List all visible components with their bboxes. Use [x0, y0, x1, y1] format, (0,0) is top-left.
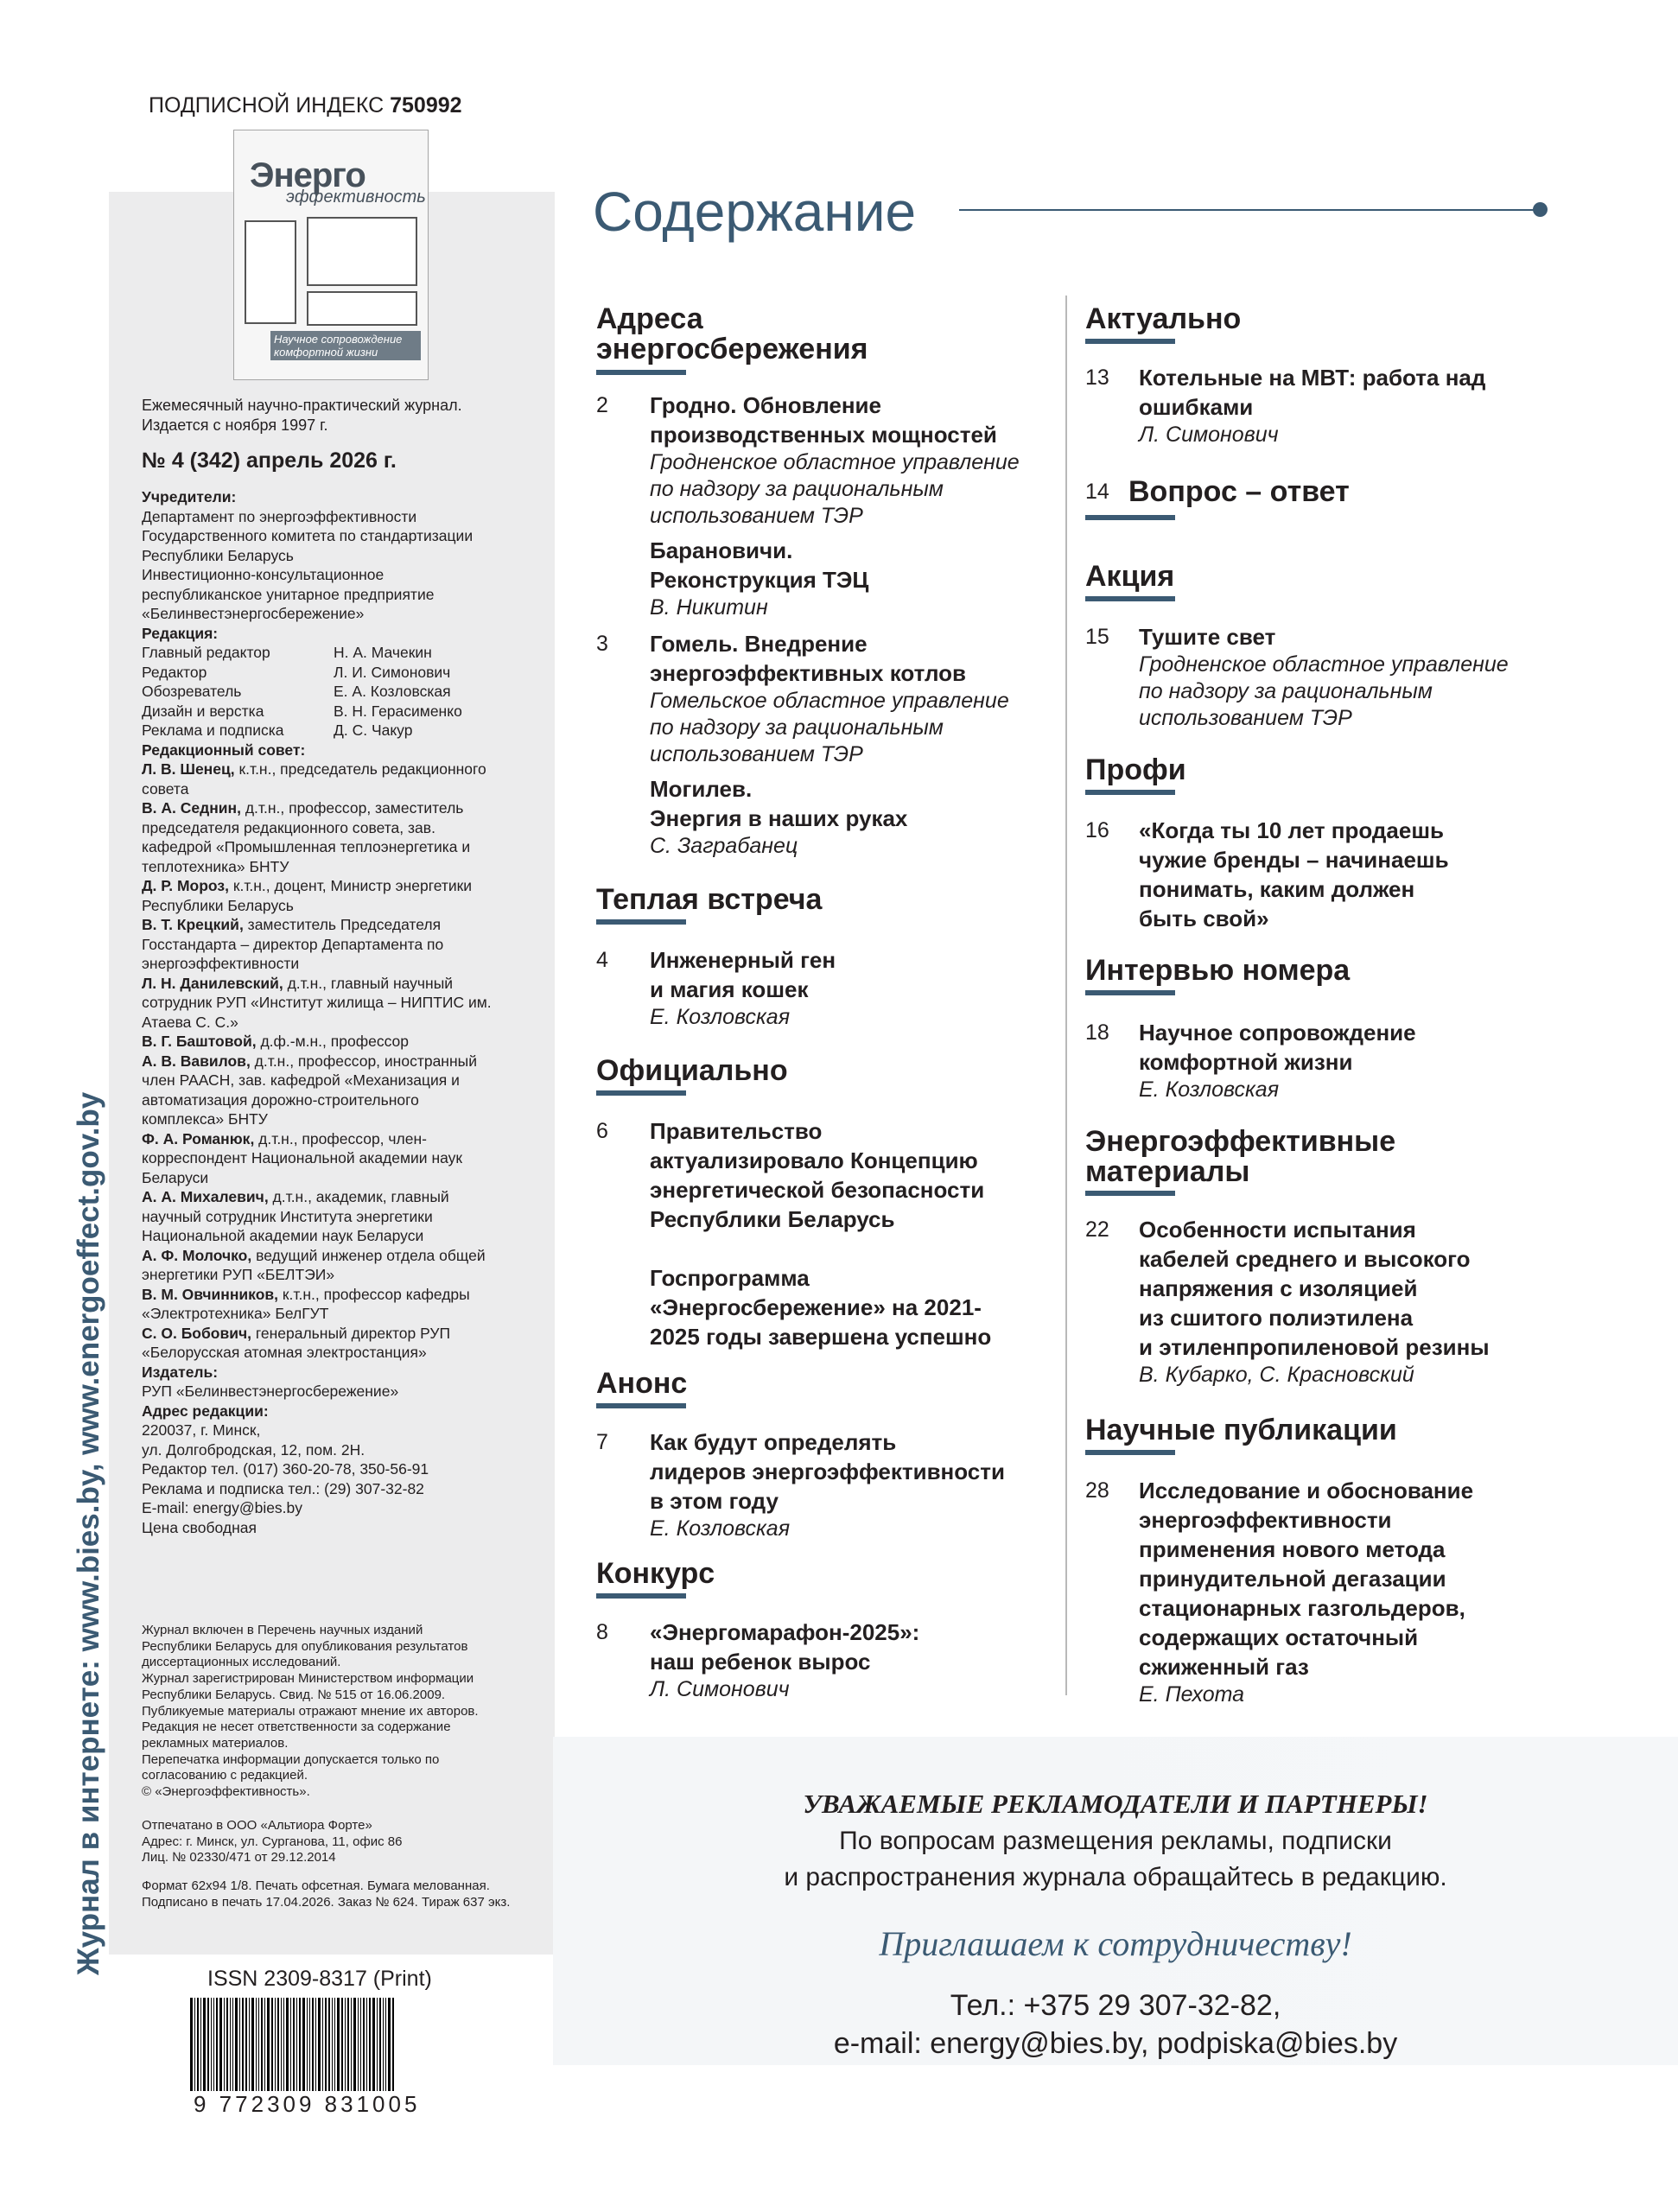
barcode-bar: [261, 1998, 263, 2091]
publisher-name: РУП «Белинвестэнергосбережение»: [142, 1382, 399, 1400]
entry-title: Барановичи.: [650, 537, 793, 563]
council-member: [142, 798, 496, 876]
barcode-bar: [347, 1998, 349, 2091]
entry-title: Реконструкция ТЭЦ: [650, 567, 869, 593]
barcode-bar: [341, 1998, 343, 2091]
barcode-bar: [358, 1998, 359, 2091]
section-heading-line: материалы: [1085, 1155, 1250, 1188]
entry-title: Гомель. Внедрение: [650, 631, 868, 657]
advertisers-banner: [553, 1737, 1678, 2065]
issue-number: № 4 (342) апрель 2026 г.: [142, 448, 397, 473]
entry-author: использованием ТЭР: [650, 504, 863, 528]
entry-author: Е. Пехота: [1139, 1682, 1245, 1707]
council-name: В. М. Овчинников,: [142, 1285, 279, 1303]
entry-title: энергоэффективных котлов: [650, 660, 967, 686]
legal-block: [142, 1623, 496, 1801]
barcode-bar: [372, 1998, 375, 2091]
barcode-bar: [219, 1998, 222, 2091]
toc-entry[interactable]: [596, 1116, 1080, 1234]
barcode-bar: [239, 1998, 240, 2091]
cover-title: Энерго: [250, 156, 365, 194]
entry-title: энергоэффективности: [1139, 1507, 1392, 1533]
entry-author: В. Никитин: [650, 595, 768, 620]
council-member: [142, 1324, 496, 1363]
section-heading: Официально: [596, 1054, 788, 1087]
barcode-bar: [245, 1998, 247, 2091]
section-underline: [1085, 1191, 1175, 1196]
barcode-bar: [242, 1998, 244, 2091]
toc-entry[interactable]: [596, 1427, 1080, 1542]
entry-author: Гродненское областное управление: [1139, 652, 1509, 677]
entry-title: Республики Беларусь: [650, 1206, 895, 1232]
email-text: E-mail: energy@bies.by: [142, 1499, 303, 1516]
section-underline: [596, 1593, 686, 1599]
toc-entry[interactable]: [1085, 477, 1569, 507]
section-heading: Актуально: [1085, 302, 1242, 335]
barcode-bar: [211, 1998, 212, 2091]
cover-caption: Научное сопровождение комфортной жизни: [270, 331, 421, 360]
section-heading: Интервью номера: [1085, 954, 1351, 987]
barcode-bar: [251, 1998, 254, 2091]
entry-author: по надзору за рациональным: [650, 477, 944, 501]
promo-line: По вопросам размещения рекламы, подписки: [839, 1827, 1392, 1855]
entry-title: напряжения с изоляцией: [1139, 1275, 1418, 1301]
barcode-bar: [337, 1998, 340, 2091]
council-member: [142, 1129, 496, 1188]
barcode-bar: [318, 1998, 321, 2091]
section-underline: [1085, 990, 1175, 995]
council-member: [142, 1285, 496, 1324]
council-role: генеральный директор РУП «Белорусская атомная электростанция»: [142, 1324, 451, 1361]
barcode-bar: [392, 1998, 394, 2091]
promo-phone: Тел.: +375 29 307-32-82,: [950, 1989, 1281, 2022]
barcode-bar: [271, 1998, 273, 2091]
barcode-bar: [353, 1998, 356, 2091]
toc-entry[interactable]: [1085, 1018, 1569, 1103]
format-line: Формат 62х94 1/8. Печать офсетная. Бумага мелованная.: [142, 1878, 490, 1893]
subscription-label: ПОДПИСНОЙ ИНДЕКС: [149, 93, 385, 118]
toc-entry[interactable]: [1085, 1215, 1569, 1389]
editorial-row: [142, 663, 539, 683]
editorial-row: [142, 702, 539, 721]
editorial-name: Е. А. Козловская: [334, 683, 451, 700]
section-heading: Конкурс: [596, 1557, 715, 1590]
section-underline: [1085, 790, 1175, 795]
council-role: д.ф.-м.н., профессор: [256, 1033, 409, 1050]
title-rule-dot: [1533, 202, 1548, 217]
entry-author: по надзору за рациональным: [650, 715, 944, 740]
barcode-bar: [366, 1998, 367, 2091]
barcode-bar: [351, 1998, 352, 2091]
entry-title: Исследование и обоснование: [1139, 1478, 1474, 1503]
barcode-bar: [328, 1998, 330, 2091]
page-number: 13: [1085, 365, 1109, 390]
section-heading: Теплая встреча: [596, 883, 823, 916]
toc-entry[interactable]: [596, 1618, 1080, 1703]
page-number: 3: [596, 632, 608, 656]
barcode-bar: [190, 1998, 193, 2091]
council-name: Л. Н. Данилевский,: [142, 974, 283, 992]
entry-title: Тушите свет: [1139, 624, 1276, 650]
editorial-role: Реклама и подписка: [142, 721, 284, 739]
editorial-label: Редакция:: [142, 624, 219, 642]
barcode-bar: [230, 1998, 231, 2091]
toc-entry[interactable]: [1085, 816, 1569, 933]
editorial-row: [142, 682, 539, 702]
print-line: Отпечатано в ООО «Альтиора Форте»: [142, 1818, 372, 1833]
editorial-role: Дизайн и верстка: [142, 702, 264, 720]
barcode-bar: [293, 1998, 295, 2091]
issn: ISSN 2309-8317 (Print): [207, 1967, 432, 1991]
section-underline: [1085, 339, 1175, 344]
barcode-bar: [197, 1998, 199, 2091]
print-line: Адрес: г. Минск, ул. Сурганова, 11, офис 86: [142, 1834, 403, 1849]
barcode-bar: [379, 1998, 381, 2091]
entry-title: и магия кошек: [650, 976, 809, 1002]
entry-author: Е. Козловская: [650, 1005, 791, 1029]
cover-window-lower: [307, 291, 417, 326]
entry-title: принудительной дегазации: [1139, 1566, 1446, 1592]
page-number: 6: [596, 1119, 608, 1143]
barcode-bar: [377, 1998, 378, 2091]
barcode-bar: [286, 1998, 289, 2091]
legal-line: Публикуемые материалы отражают мнение их авторов.: [142, 1703, 479, 1719]
section-heading: Научные публикации: [1085, 1414, 1397, 1446]
entry-title: Правительство: [650, 1118, 823, 1144]
entry-title: Как будут определять: [650, 1429, 897, 1455]
entry-title: 2025 годы завершена успешно: [650, 1324, 992, 1350]
entry-title: лидеров энергоэффективности: [650, 1459, 1005, 1484]
page-number: 14: [1085, 480, 1109, 504]
barcode-bar: [325, 1998, 327, 2091]
council-role: к.т.н., председатель редакционного совета: [142, 760, 486, 798]
toc-entry[interactable]: [1085, 1476, 1569, 1708]
entry-title: комфортной жизни: [1139, 1049, 1353, 1075]
section-heading-line: Энергоэффективные: [1085, 1125, 1396, 1158]
council-name: С. О. Бобович,: [142, 1324, 252, 1342]
barcode-bar: [283, 1998, 284, 2091]
toc-entry[interactable]: [596, 629, 1080, 768]
section-underline: [596, 1090, 686, 1096]
promo-line: и распространения журнала обращайтесь в редакцию.: [784, 1863, 1447, 1891]
print-block: [142, 1818, 539, 1866]
entry-title: Могилев.: [650, 776, 753, 802]
entry-title: в этом году: [650, 1488, 779, 1514]
barcode-bar: [307, 1998, 308, 2091]
barcode-bar: [369, 1998, 371, 2091]
cover-subtitle: эффективность: [286, 188, 426, 207]
council-member: [142, 915, 496, 974]
council-name: В. А. Седнин,: [142, 799, 241, 817]
founder: Департамент по энергоэффективности Государственного комитета по стандартизации Республики Беларусь: [142, 507, 474, 564]
entry-author: В. Кубарко, С. Красновский: [1139, 1363, 1414, 1387]
entry-title: понимать, каким должен: [1139, 876, 1415, 902]
barcode-bar: [235, 1998, 238, 2091]
barcode-bar: [345, 1998, 346, 2091]
entry-title: «Энергомарафон-2025»:: [650, 1619, 920, 1645]
promo-heading: УВАЖАЕМЫЕ РЕКЛАМОДАТЕЛИ И ПАРТНЕРЫ!: [803, 1789, 1428, 1819]
barcode-bar: [264, 1998, 265, 2091]
website-vertical-text: Журнал в интернете: www.bies.by, www.energoeffect.gov.by: [72, 1091, 105, 1975]
section-heading: Акция: [1085, 560, 1175, 593]
barcode-bar: [277, 1998, 279, 2091]
entry-title: ошибками: [1139, 394, 1254, 420]
council-name: А. Ф. Молочко,: [142, 1246, 252, 1264]
entry-title: «Когда ты 10 лет продаешь: [1139, 817, 1444, 843]
entry-title: Котельные на МВТ: работа над: [1139, 365, 1486, 391]
entry-author: Гомельское областное управление: [650, 689, 1009, 713]
editorial-row: [142, 721, 539, 741]
barcode-bar: [302, 1998, 305, 2091]
editorial-name: В. Н. Герасименко: [334, 702, 462, 720]
toc-entry[interactable]: [596, 1263, 1080, 1351]
imprint-block: [142, 487, 539, 1537]
section-underline: [596, 919, 686, 925]
description-line: Издается с ноября 1997 г.: [142, 416, 328, 434]
barcode-bar: [334, 1998, 335, 2091]
barcode-bar: [213, 1998, 214, 2091]
entry-title: Гродно. Обновление: [650, 392, 881, 418]
cover-thumbnail: [233, 130, 429, 380]
section-underline: [1085, 1450, 1175, 1455]
barcode-bar: [207, 1998, 209, 2091]
page-number: 7: [596, 1430, 608, 1454]
barcode-bar: [315, 1998, 316, 2091]
legal-line: Журнал зарегистрирован Министерством информации Республики Беларусь. Свид. № 515 от 16.06.2009.: [142, 1671, 474, 1702]
barcode-bar: [312, 1998, 314, 2091]
section-heading: [596, 304, 868, 365]
council-member: [142, 760, 496, 798]
council-role: д.т.н., профессор, заместитель председателя редакционного совета, зав. кафедрой «Промышленная теплоэнергетика и теплотехника» БНТУ: [142, 799, 471, 875]
council-member: [142, 1246, 496, 1285]
council-name: А. В. Вавилов,: [142, 1052, 251, 1070]
entry-title: Вопрос – ответ: [1128, 475, 1350, 508]
entry-title: актуализировало Концепцию: [650, 1147, 978, 1173]
barcode-bar: [360, 1998, 361, 2091]
entry-title: быть свой»: [1139, 906, 1269, 931]
council-name: Д. Р. Мороз,: [142, 877, 229, 894]
toc-entry[interactable]: [596, 774, 1080, 860]
council-member: [142, 1032, 496, 1052]
format-line: Подписано в печать 17.04.2026. Заказ № 624. Тираж 637 экз.: [142, 1894, 511, 1910]
journal-description: [142, 396, 539, 435]
entry-title: энергетической безопасности: [650, 1177, 985, 1203]
format-block: [142, 1878, 539, 1910]
publisher-label: Издатель:: [142, 1363, 219, 1381]
address-line: 220037, г. Минск,: [142, 1421, 261, 1439]
description-line: Ежемесячный научно-практический журнал.: [142, 397, 462, 414]
toc-entry[interactable]: [1085, 363, 1569, 448]
legal-line: Редакция не несет ответственности за содержание рекламных материалов.: [142, 1719, 451, 1751]
section-heading: Профи: [1085, 753, 1186, 786]
barcode-bar: [258, 1998, 259, 2091]
section-heading: [1085, 1127, 1395, 1187]
council-member: [142, 1052, 496, 1129]
toc-entry[interactable]: [596, 536, 1080, 621]
barcode-bar: [216, 1998, 218, 2091]
entry-title: производственных мощностей: [650, 422, 997, 448]
page-number: 16: [1085, 818, 1109, 842]
editor-phone: Редактор тел. (017) 360-20-78, 350-56-91: [142, 1460, 429, 1478]
council-role: д.т.н., академик, главный научный сотрудник Института энергетики Национальной академии наук Беларуси: [142, 1188, 449, 1244]
editorial-role: Главный редактор: [142, 644, 270, 661]
entry-title: кабелей среднего и высокого: [1139, 1246, 1471, 1272]
section-underline: [1085, 596, 1175, 601]
barcode-bar: [385, 1998, 386, 2091]
barcode-bar: [383, 1998, 384, 2091]
barcode-bar: [232, 1998, 233, 2091]
address-label: Адрес редакции:: [142, 1402, 269, 1420]
entry-title: «Энергосбережение» на 2021-: [650, 1294, 982, 1320]
entry-title: Энергия в наших руках: [650, 805, 908, 831]
legal-line: Перепечатка информации допускается только по согласованию с редакцией.: [142, 1751, 440, 1783]
barcode-bar: [363, 1998, 365, 2091]
barcode-bar: [322, 1998, 323, 2091]
entry-title: Инженерный ген: [650, 947, 836, 973]
council-role: заместитель Председателя Госстандарта – директор Департамента по энергоэффективности: [142, 916, 444, 972]
barcode-bar: [249, 1998, 250, 2091]
section-underline: [596, 1403, 686, 1408]
barcode-bar: [256, 1998, 257, 2091]
entry-author: использованием ТЭР: [1139, 706, 1352, 730]
council-role: д.т.н., профессор, член-корреспондент Национальной академии наук Беларуси: [142, 1129, 463, 1186]
barcode-bar: [388, 1998, 391, 2091]
entry-title: Особенности испытания: [1139, 1217, 1416, 1243]
cover-window-right: [307, 217, 417, 286]
editorial-role: Обозреватель: [142, 683, 242, 700]
council-name: Ф. А. Романюк,: [142, 1129, 255, 1147]
subscription-index: [149, 93, 462, 118]
barcode-bar: [332, 1998, 333, 2091]
promo-invite: Приглашаем к сотрудничеству!: [879, 1924, 1352, 1963]
barcode-number: 9 772309 831005: [194, 2091, 421, 2117]
toc-entry[interactable]: [1085, 622, 1569, 732]
founder: Инвестиционно-консультационное республиканское унитарное предприятие «Белинвестэнергосбережение»: [142, 566, 435, 622]
page-number: 4: [596, 948, 608, 972]
barcode-bar: [290, 1998, 291, 2091]
cover-window-left: [245, 220, 296, 324]
contents-title: Содержание: [593, 181, 917, 243]
council-member: [142, 1187, 496, 1246]
barcode-bar: [299, 1998, 301, 2091]
section-heading: Анонс: [596, 1367, 688, 1400]
ads-phone: Реклама и подписка тел.: (29) 307-32-82: [142, 1479, 424, 1497]
council-member: [142, 974, 496, 1033]
entry-title: Научное сопровождение: [1139, 1020, 1416, 1046]
subscription-number: 750992: [390, 93, 462, 118]
legal-line: © «Энергоэффективность».: [142, 1784, 310, 1800]
barcode-bar: [200, 1998, 201, 2091]
price-text: Цена свободная: [142, 1518, 257, 1536]
toc-entry[interactable]: [596, 391, 1080, 530]
barcode-bar: [281, 1998, 282, 2091]
council-name: А. А. Михалевич,: [142, 1188, 269, 1205]
print-line: Лиц. № 02330/471 от 29.12.2014: [142, 1850, 336, 1866]
section-heading-line: Адреса: [596, 302, 703, 335]
barcode-bar: [203, 1998, 206, 2091]
entry-title: стационарных газгольдеров,: [1139, 1595, 1465, 1621]
barcode-bar: [194, 1998, 195, 2091]
legal-line: Журнал включен в Перечень научных изданий Республики Беларусь для опубликования результатов диссертационных исследований.: [142, 1623, 468, 1670]
barcode-image: [190, 1998, 446, 2091]
entry-title: содержащих остаточный: [1139, 1624, 1419, 1650]
council-label: Редакционный совет:: [142, 741, 306, 759]
page-number: 22: [1085, 1217, 1109, 1242]
page-number: 2: [596, 393, 608, 417]
title-rule: [959, 209, 1538, 211]
page-number: 28: [1085, 1478, 1109, 1503]
council-name: В. Г. Баштовой,: [142, 1033, 257, 1050]
council-role: к.т.н., доцент, Министр энергетики Республики Беларусь: [142, 877, 473, 914]
entry-title: из сшитого полиэтилена: [1139, 1305, 1414, 1331]
page-number: 18: [1085, 1020, 1109, 1045]
entry-author: Гродненское областное управление: [650, 450, 1020, 474]
toc-entry[interactable]: [596, 945, 1080, 1031]
entry-author: по надзору за рациональным: [1139, 679, 1433, 703]
entry-title: Госпрограмма: [650, 1265, 810, 1291]
entry-title: чужие бренды – начинаешь: [1139, 847, 1449, 873]
editorial-name: Л. И. Симонович: [334, 663, 451, 681]
barcode-bar: [224, 1998, 225, 2091]
council-member: [142, 876, 496, 915]
council-role: ведущий инженер отдела общей энергетики РУП «БЕЛТЭИ»: [142, 1246, 486, 1283]
entry-author: использованием ТЭР: [650, 742, 863, 766]
barcode-bar: [267, 1998, 270, 2091]
page-number: 15: [1085, 625, 1109, 649]
barcode-bar: [226, 1998, 228, 2091]
entry-author: С. Заграбанец: [650, 834, 798, 858]
council-role: д.т.н., главный научный сотрудник РУП «Институт жилища – НИПТИС им. Атаева С. С.»: [142, 974, 492, 1031]
council-role: к.т.н., профессор кафедры «Электротехника» БелГУТ: [142, 1285, 470, 1322]
entry-title: наш ребенок вырос: [650, 1649, 871, 1675]
council-name: В. Т. Крецкий,: [142, 916, 244, 933]
barcode-bar: [275, 1998, 276, 2091]
entry-author: Е. Козловская: [650, 1516, 791, 1541]
address-line: ул. Долгобродская, 12, пом. 2Н.: [142, 1440, 365, 1459]
entry-author: Е. Козловская: [1139, 1077, 1280, 1102]
barcode-bar: [296, 1998, 297, 2091]
section-underline: [1085, 515, 1175, 520]
section-underline: [596, 370, 686, 375]
page-number: 8: [596, 1620, 608, 1644]
entry-title: сжиженный газ: [1139, 1654, 1309, 1680]
council-name: Л. В. Шенец,: [142, 760, 235, 778]
entry-title: и этиленпропиленовой резины: [1139, 1334, 1490, 1360]
editorial-name: Н. А. Мачекин: [334, 644, 432, 661]
founders-label: Учредители:: [142, 488, 237, 505]
promo-emails: e-mail: energy@bies.by, podpiska@bies.by: [833, 2027, 1398, 2060]
editorial-row: [142, 643, 539, 663]
editorial-name: Д. С. Чакур: [334, 721, 413, 739]
entry-author: Л. Симонович: [650, 1677, 790, 1701]
entry-title: применения нового метода: [1139, 1536, 1446, 1562]
editorial-role: Редактор: [142, 663, 207, 681]
barcode-bar: [309, 1998, 310, 2091]
entry-author: Л. Симонович: [1139, 423, 1279, 447]
council-role: д.т.н., профессор, иностранный член РААСН, зав. кафедрой «Механизация и автоматизация дорожно-строительного комплекса» БНТУ: [142, 1052, 477, 1128]
section-heading-line: энергосбережения: [596, 333, 868, 365]
